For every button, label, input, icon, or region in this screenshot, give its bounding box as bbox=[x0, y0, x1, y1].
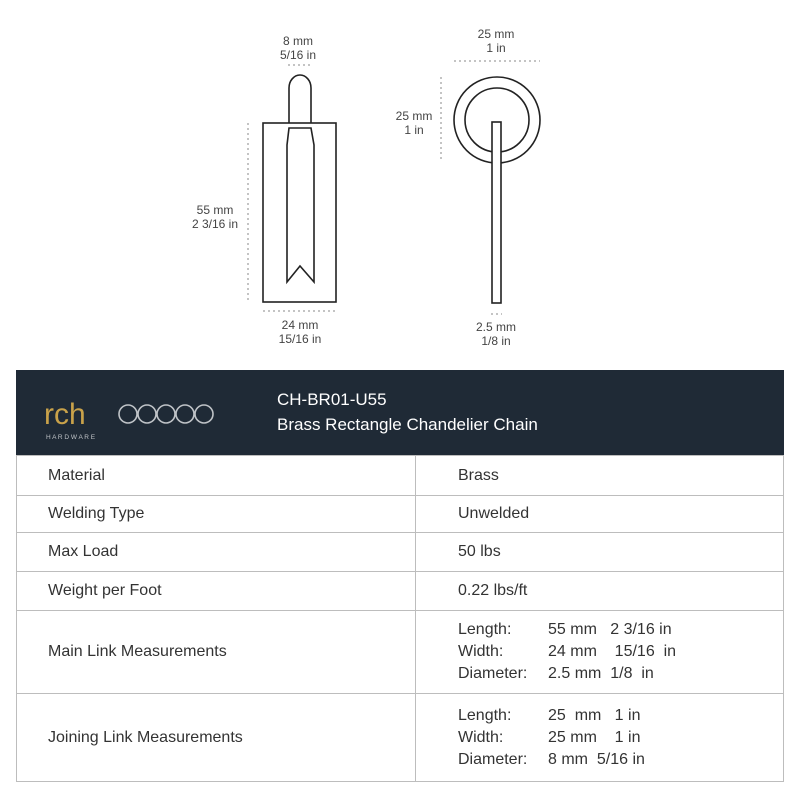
measurement-row bbox=[458, 641, 783, 663]
measurement-value: 25 mm 1 in bbox=[548, 706, 641, 724]
spec-table bbox=[16, 455, 784, 782]
main-link-label: Main Link Measurements bbox=[17, 611, 416, 694]
dim-8mm-label bbox=[268, 34, 328, 62]
measurement-value: 55 mm 2 3/16 in bbox=[548, 621, 672, 638]
spec-value: 50 lbs bbox=[416, 533, 784, 572]
measurement-row bbox=[458, 619, 783, 641]
table-row bbox=[17, 572, 784, 611]
spec-value: 0.22 lbs/ft bbox=[416, 572, 784, 611]
dim-2-5mm-label bbox=[461, 320, 531, 348]
table-row bbox=[17, 533, 784, 572]
dim-value: 1 in bbox=[486, 41, 506, 55]
joining-link-label: Joining Link Measurements bbox=[17, 694, 416, 782]
measurement-name: Width: bbox=[458, 728, 504, 746]
measurement-name: Length: bbox=[458, 706, 512, 724]
spec-label: Material bbox=[17, 456, 416, 496]
measurement-name: Width: bbox=[458, 643, 504, 660]
dim-25mm-width-label bbox=[461, 27, 531, 55]
dim-value: 8 mm bbox=[283, 34, 313, 48]
measurement-row bbox=[458, 663, 783, 685]
dim-value: 5/16 in bbox=[279, 48, 317, 62]
main-link-values bbox=[416, 611, 784, 694]
dim-value: 2.5 mm bbox=[475, 320, 516, 334]
table-row bbox=[17, 611, 784, 694]
measurement-value: 24 mm 15/16 in bbox=[548, 643, 677, 660]
side-bar bbox=[492, 122, 501, 303]
measurement-value: 8 mm 5/16 in bbox=[548, 750, 645, 768]
product-code: CH-BR01-U55 bbox=[277, 390, 387, 409]
inner-loop-shape bbox=[287, 128, 314, 282]
measurement-row bbox=[458, 749, 783, 771]
dim-55mm-label bbox=[180, 203, 250, 231]
dim-value: 1 in bbox=[404, 123, 424, 137]
dim-24mm-label bbox=[265, 318, 335, 346]
dim-value: 1/8 in bbox=[481, 334, 511, 348]
spec-value: Unwelded bbox=[416, 496, 784, 533]
dim-value: 2 3/16 in bbox=[191, 217, 239, 231]
rch-hardware-logo bbox=[44, 398, 234, 442]
table-row bbox=[17, 496, 784, 533]
spec-label: Welding Type bbox=[17, 496, 416, 533]
technical-drawing bbox=[0, 0, 800, 370]
measurement-name: Diameter: bbox=[458, 750, 528, 768]
spec-label: Weight per Foot bbox=[17, 572, 416, 611]
joining-link-values bbox=[416, 694, 784, 782]
joining-link-shape bbox=[289, 75, 311, 123]
table-row bbox=[17, 456, 784, 496]
logo-subtext: H A R D W A R E bbox=[46, 434, 96, 441]
measurement-row bbox=[458, 705, 783, 727]
measurement-name: Length: bbox=[458, 621, 512, 638]
measurement-value: 25 mm 1 in bbox=[548, 728, 641, 746]
measurement-value: 2.5 mm 1/8 in bbox=[548, 665, 654, 682]
measurement-name: Diameter: bbox=[458, 665, 528, 682]
dim-value: 15/16 in bbox=[278, 332, 322, 346]
dim-value: 25 mm bbox=[477, 27, 515, 41]
dim-value: 25 mm bbox=[395, 109, 433, 123]
dim-value: 55 mm bbox=[196, 203, 234, 217]
rectangle-link-outline bbox=[263, 123, 336, 302]
dim-25mm-height-label bbox=[382, 109, 446, 137]
product-name: Brass Rectangle Chandelier Chain bbox=[277, 415, 538, 434]
measurement-row bbox=[458, 727, 783, 749]
spec-label: Max Load bbox=[17, 533, 416, 572]
logo-wordmark: rch bbox=[44, 398, 86, 431]
spec-value: Brass bbox=[416, 456, 784, 496]
dim-value: 24 mm bbox=[281, 318, 319, 332]
table-row bbox=[17, 694, 784, 782]
product-header bbox=[16, 370, 784, 455]
